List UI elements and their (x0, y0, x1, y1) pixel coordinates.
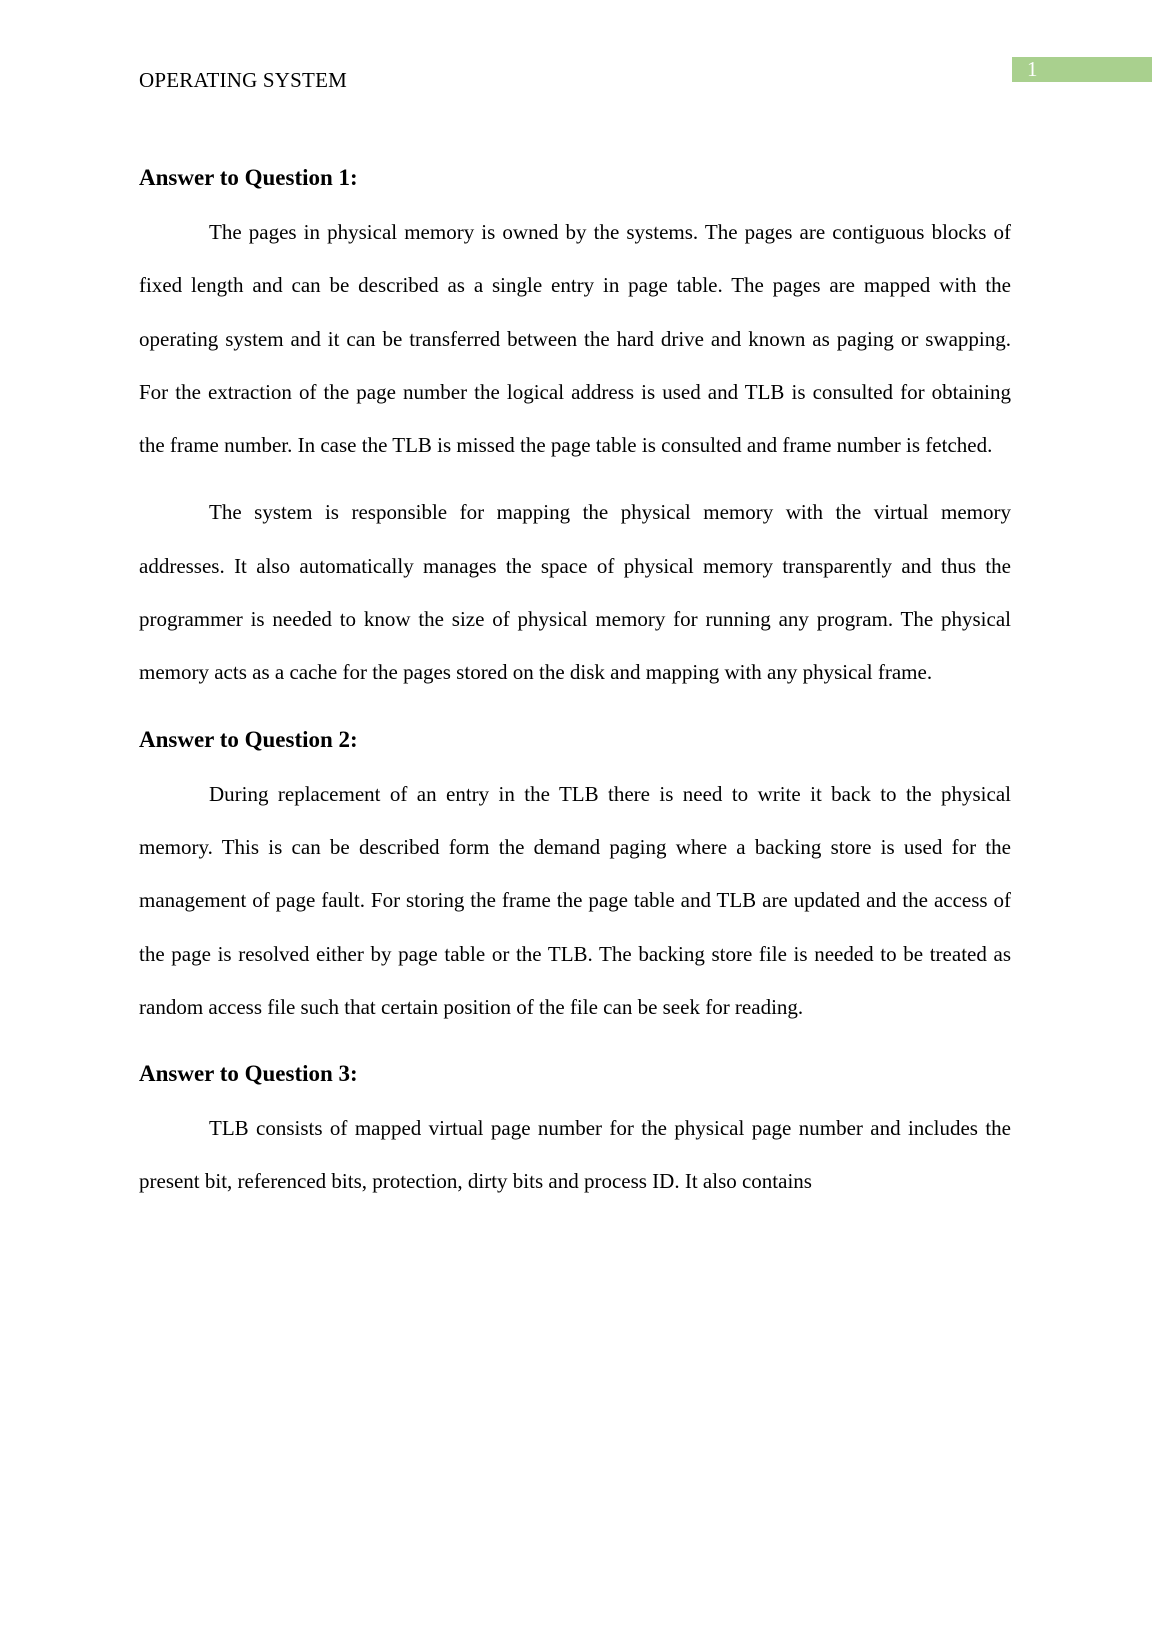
paragraph-q2-1: During replacement of an entry in the TLB there is need to write it back to the physical memory. This is can be described form the demand paging where a backing store is used for the management of page fault. For storing the frame the page table and TLB are updated and the access of the page is resolved either by page table or the TLB. The backing store file is needed to be treated as random access file such that certain position of the file can be seek for reading. (139, 781, 1011, 1019)
document-body (139, 158, 1011, 1209)
page-number: 1 (1027, 57, 1038, 81)
section-heading-q2: Answer to Question 2: (139, 726, 358, 752)
paragraph-q3-1: TLB consists of mapped virtual page number for the physical page number and includes the present bit, referenced bits, protection, dirty bits and process ID. It also contains (139, 1116, 1011, 1194)
section-heading-q3: Answer to Question 3: (139, 1061, 358, 1087)
section-heading-q1: Answer to Question 1: (139, 165, 358, 190)
paragraph-q1-2: The system is responsible for mapping the physical memory with the virtual memory addresses. It also automatically manages the space of physical memory transparently and thus the programmer is needed to know the size of physical memory for running any program. The physical memory acts as a cache for the pages stored on the disk and mapping with any physical frame. (139, 500, 1011, 685)
paragraph-q1-1: The pages in physical memory is owned by the systems. The pages are contiguous blocks of fixed length and can be described as a single entry in page table. The pages are mapped with the operating system and it can be transferred between the hard drive and known as paging or swapping. For the extraction of the page number the logical address is used and TLB is consulted for obtaining the frame number. In case the TLB is missed the page table is consulted and frame number is fetched. (139, 220, 1011, 458)
running-header-title: OPERATING SYSTEM (139, 68, 347, 92)
page-number-badge (1012, 57, 1152, 82)
